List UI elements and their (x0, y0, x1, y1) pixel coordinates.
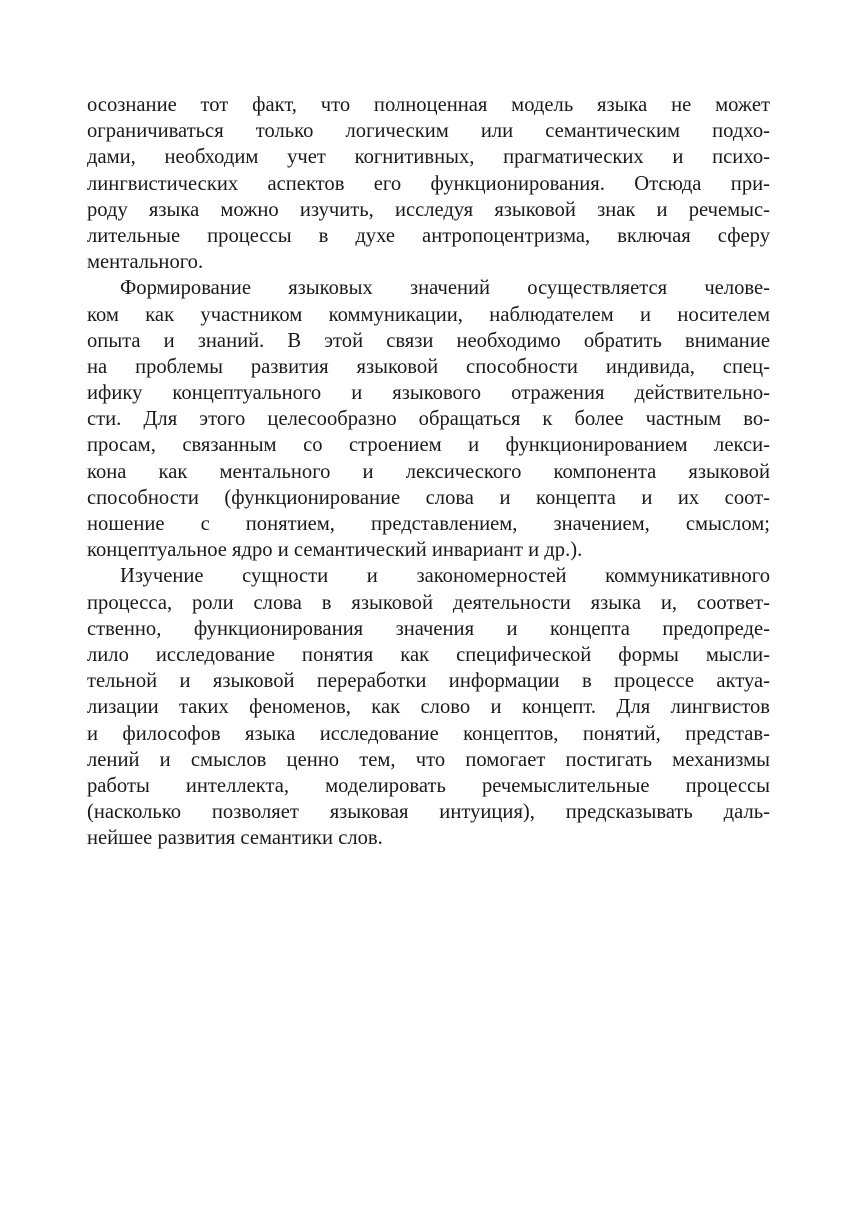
text-line: ограничиваться только логическим или семантическим подхо- (87, 120, 770, 143)
text-line: концептуальное ядро и семантический инвариант и др.). (87, 539, 583, 562)
text-line: роду языка можно изучить, исследуя языковой знак и речемыс- (87, 198, 770, 221)
text-line: ственно, функционирования значения и концепта предопреде- (87, 617, 770, 640)
text-line: ментального. (87, 251, 204, 274)
text-line: опыта и знаний. В этой связи необходимо обратить внимание (87, 329, 770, 352)
text-line: лизации таких феноменов, как слово и концепт. Для лингвистов (87, 696, 770, 719)
paragraph-2 (87, 275, 770, 563)
text-line: процесса, роли слова в языковой деятельности языка и, соответ- (87, 591, 770, 614)
text-line: способности (функционирование слова и концепта и их соот- (87, 486, 770, 509)
text-line: ифику концептуального и языкового отражения действительно- (87, 382, 770, 405)
text-line: и философов языка исследование концептов, понятий, представ- (87, 722, 770, 745)
text-line: на проблемы развития языковой способности индивида, спец- (87, 355, 770, 378)
paragraph-1 (87, 92, 770, 275)
text-line: нейшее развития семантики слов. (87, 827, 383, 850)
text-line: тельной и языковой переработки информации в процессе актуа- (87, 670, 770, 693)
text-line: кона как ментального и лексического компонента языковой (87, 460, 770, 483)
text-line: Формирование языковых значений осуществляется челове- (120, 277, 770, 300)
body-text (87, 92, 770, 851)
text-line: лингвистических аспектов его функционирования. Отсюда при- (87, 172, 770, 195)
paragraph-3 (87, 563, 770, 851)
text-line: работы интеллекта, моделировать речемыслительные процессы (87, 774, 770, 797)
text-line: лительные процессы в духе антропоцентризма, включая сферу (87, 224, 770, 247)
text-line: просам, связанным со строением и функционированием лекси- (87, 434, 770, 457)
text-line: ком как участником коммуникации, наблюдателем и носителем (87, 303, 770, 326)
text-line: дами, необходим учет когнитивных, прагматических и психо- (87, 146, 770, 169)
text-line: осознание тот факт, что полноценная модель языка не может (87, 94, 770, 116)
text-line: лений и смыслов ценно тем, что помогает постигать механизмы (87, 748, 770, 771)
text-line: лило исследование понятия как специфической формы мысли- (87, 643, 770, 666)
text-line: (насколько позволяет языковая интуиция), предсказывать даль- (87, 801, 770, 824)
text-line: сти. Для этого целесообразно обращаться к более частным во- (87, 408, 770, 431)
text-line: Изучение сущности и закономерностей коммуникативного (120, 565, 770, 588)
text-line: ношение с понятием, представлением, значением, смыслом; (87, 513, 770, 535)
